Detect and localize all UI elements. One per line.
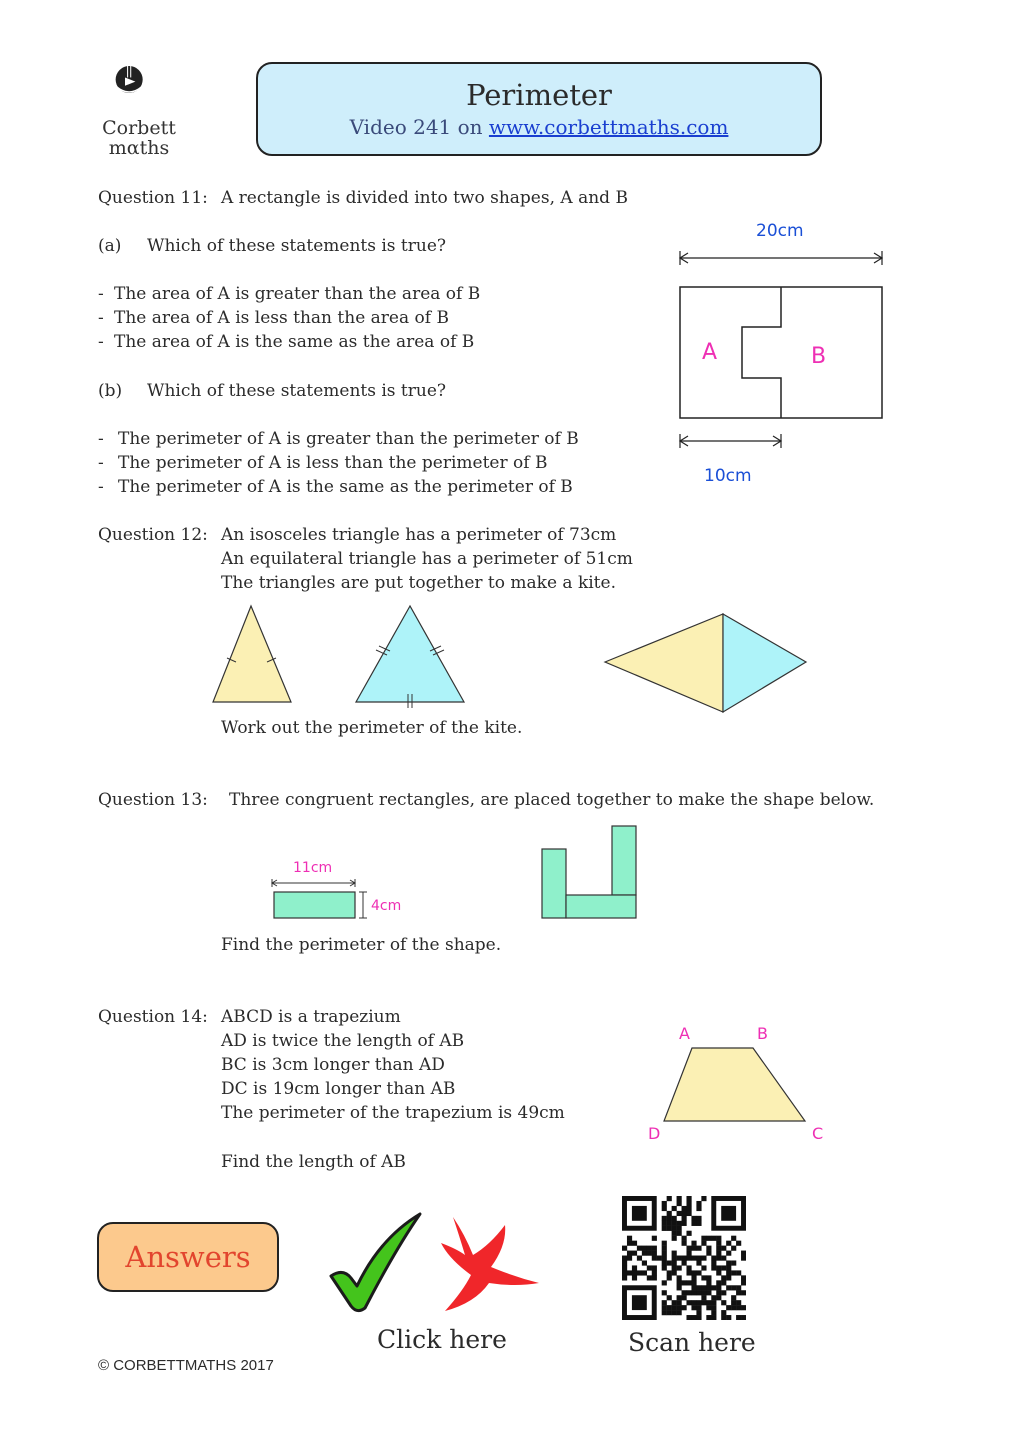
q14-line: The perimeter of the trapezium is 49cm (221, 1103, 565, 1123)
cross-icon[interactable] (435, 1215, 545, 1315)
q14-task: Find the length of AB (221, 1152, 406, 1172)
q11-half-label: 10cm (704, 466, 752, 486)
q14-line: BC is 3cm longer than AD (221, 1055, 445, 1075)
q14-vertex-c: C (812, 1124, 824, 1143)
q13-task: Find the perimeter of the shape. (221, 935, 502, 955)
q12-task: Work out the perimeter of the kite. (221, 718, 523, 738)
q12-triangles-diagram (200, 600, 820, 720)
page-title: Perimeter (466, 78, 612, 112)
q13-length-label: 11cm (293, 860, 333, 876)
q11b-label: (b) (98, 381, 123, 401)
q12-line: An equilateral triangle has a perimeter of 51cm (221, 549, 633, 569)
q13-width-label: 4cm (371, 898, 402, 914)
q12-line: The triangles are put together to make a kite. (221, 573, 616, 593)
q12-line: An isosceles triangle has a perimeter of 73cm (221, 525, 617, 545)
q11-label: Question 11: (98, 188, 208, 208)
scan-here-label: Scan here (628, 1328, 756, 1357)
q11-width-label: 20cm (756, 221, 804, 241)
q11b-question: Which of these statements is true? (147, 381, 447, 401)
q11a-option: - The area of A is greater than the area of B (98, 284, 481, 304)
q14-vertex-b: B (757, 1024, 768, 1043)
q13-label: Question 13: (98, 790, 208, 810)
q11a-option: - The area of A is less than the area of B (98, 308, 449, 328)
qr-code-icon[interactable] (622, 1196, 746, 1320)
q14-vertex-a: A (679, 1024, 690, 1043)
q12-label: Question 12: (98, 525, 208, 545)
q11a-label: (a) (98, 236, 122, 256)
subtitle-prefix: Video 241 on (349, 115, 489, 139)
corbettmaths-link[interactable]: www.corbettmaths.com (488, 115, 729, 139)
q14-line: DC is 19cm longer than AB (221, 1079, 456, 1099)
q14-line: AD is twice the length of AB (221, 1031, 465, 1051)
q14-label: Question 14: (98, 1007, 208, 1027)
q11-intro: A rectangle is divided into two shapes, A and B (221, 188, 628, 208)
q14-line: ABCD is a trapezium (221, 1007, 401, 1027)
page-subtitle (256, 115, 822, 139)
check-icon[interactable] (325, 1210, 425, 1315)
copyright-text: © CORBETTMATHS 2017 (98, 1357, 274, 1374)
logo-text-corbett: Corbett (102, 117, 176, 139)
q14-vertex-d: D (648, 1124, 661, 1143)
click-here-label[interactable]: Click here (377, 1325, 507, 1354)
q11-shape-a-label: A (702, 340, 718, 365)
q11a-option: - The area of A is the same as the area of B (98, 332, 475, 352)
q11b-option: - The perimeter of A is less than the perimeter of B (98, 453, 548, 473)
answers-button[interactable]: Answers (97, 1222, 279, 1292)
q13-intro: Three congruent rectangles, are placed together to make the shape below. (229, 790, 875, 810)
corbett-logo-icon (100, 66, 176, 118)
q11a-question: Which of these statements is true? (147, 236, 447, 256)
q11-shape-b-label: B (811, 344, 827, 369)
q11b-option: - The perimeter of A is the same as the perimeter of B (98, 477, 573, 497)
q14-trapezium-diagram (655, 1040, 815, 1130)
logo-text-maths: mαths (108, 137, 170, 159)
q11b-option: - The perimeter of A is greater than the perimeter of B (98, 429, 579, 449)
